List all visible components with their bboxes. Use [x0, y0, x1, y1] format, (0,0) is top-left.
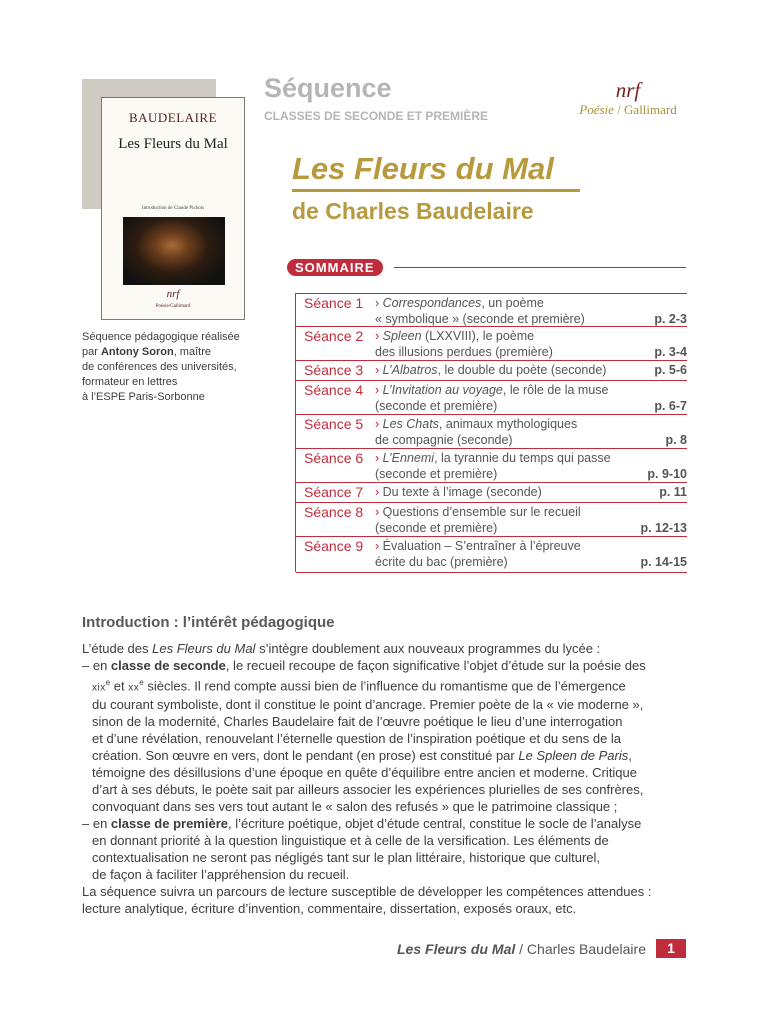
toc-page: p. 11: [659, 485, 687, 499]
cover-intro: Introduction de Claude Pichois: [141, 206, 205, 211]
toc-text: , le rôle de la muse: [502, 383, 609, 397]
intro-paragraph: L’étude des Les Fleurs du Mal s’intègre doublement aux nouveaux programmes du lycée :: [82, 641, 601, 656]
sommaire-badge: SOMMAIRE: [287, 259, 383, 276]
table-of-contents: [295, 293, 687, 572]
toc-row[interactable]: Séance 6 › L’Ennemi, la tyrannie du temps qui passe (seconde et première) p. 9-10: [296, 448, 687, 483]
logo-separator: /: [613, 102, 625, 117]
sequence-heading: Séquence: [264, 73, 392, 103]
cover-publisher: Poésie/Gallimard: [155, 304, 191, 309]
cover-author: BAUDELAIRE: [128, 110, 218, 125]
intro-heading: Introduction : l’intérêt pédagogique: [82, 614, 335, 631]
credit-by: par: [82, 346, 101, 358]
toc-work: L’Ennemi: [382, 451, 435, 465]
author-credit: [82, 330, 282, 405]
toc-text: Questions d’ensemble sur le recueil: [382, 505, 581, 519]
cover-title: Les Fleurs du Mal: [118, 136, 228, 152]
footer-title: Les Fleurs du Mal: [397, 940, 516, 957]
toc-page: p. 14-15: [640, 555, 687, 569]
toc-text: « symbolique »: [375, 312, 460, 326]
credit-line: à l’ESPE Paris-Sorbonne: [82, 391, 205, 403]
logo-gallimard: Gallimard: [624, 102, 677, 117]
toc-row[interactable]: Séance 1 › Correspondances, un poème « symbolique » (seconde et première) p. 2-3: [296, 293, 687, 327]
page-number: 1: [656, 939, 686, 958]
seance-label: Séance 3: [304, 362, 364, 378]
footer-author: Charles Baudelaire: [526, 940, 646, 957]
page-subtitle: de Charles Baudelaire: [292, 198, 534, 224]
toc-text: , un poème: [481, 296, 544, 310]
toc-level: (première): [491, 345, 553, 359]
page-footer: [397, 939, 686, 958]
toc-row[interactable]: Séance 3 › L’Albatros, le double du poète (seconde) p. 5-6: [296, 360, 687, 381]
intro-bullet-seconde: – en classe de seconde, le recueil recoupe de façon significative l’objet d’étude sur la poésie des: [82, 658, 646, 673]
toc-work: L’Albatros: [382, 363, 438, 377]
toc-level: (seconde et première): [459, 312, 585, 326]
toc-page: p. 6-7: [654, 399, 687, 413]
toc-level: (seconde): [453, 433, 513, 447]
intro-conclusion: lecture analytique, écriture d’invention, commentaire, dissertation, exposés oraux, etc.: [82, 901, 577, 917]
publisher-logo: [566, 78, 690, 118]
toc-row[interactable]: Séance 9 › Évaluation – S’entraîner à l’épreuve écrite du bac (première) p. 14-15: [296, 536, 687, 573]
seance-label: Séance 7: [304, 484, 364, 500]
toc-text: , la tyrannie du temps qui passe: [434, 451, 611, 465]
title-underline: [292, 189, 580, 192]
toc-work: L’Invitation au voyage: [382, 383, 503, 397]
toc-row[interactable]: Séance 5 › Les Chats, animaux mythologiques de compagnie (seconde) p. 8: [296, 414, 687, 449]
toc-row[interactable]: Séance 7 › Du texte à l’image (seconde) p. 11: [296, 482, 687, 503]
toc-text: (LXXVIII), le poème: [421, 329, 535, 343]
classes-subheading: CLASSES DE SECONDE ET PREMIÈRE: [264, 109, 489, 123]
credit-line: de conférences des universités,: [82, 361, 237, 373]
intro-conclusion: La séquence suivra un parcours de lecture susceptible de développer les compétences attendues :: [82, 884, 652, 900]
cover-nrf-logo: nrf: [166, 288, 180, 300]
toc-level: (seconde et première): [375, 399, 498, 413]
toc-work: Correspondances: [382, 296, 482, 310]
toc-page: p. 3-4: [654, 345, 687, 359]
toc-page: p. 5-6: [654, 363, 687, 377]
nrf-logo: nrf: [615, 78, 641, 102]
toc-row[interactable]: Séance 2 › Spleen (LXXVIII), le poème des illusions perdues (première) p. 3-4: [296, 326, 687, 361]
toc-page: p. 2-3: [654, 312, 687, 326]
seance-label: Séance 9: [304, 538, 364, 554]
toc-text: écrite du bac: [375, 555, 447, 569]
book-cover: [101, 97, 245, 320]
credit-line: Séquence pédagogique réalisée: [82, 331, 240, 343]
toc-page: p. 9-10: [647, 467, 687, 481]
toc-page: p. 12-13: [640, 521, 687, 535]
seance-label: Séance 8: [304, 504, 364, 520]
toc-text: , animaux mythologiques: [438, 417, 578, 431]
toc-text: des illusions perdues: [375, 345, 492, 359]
footer-separator: /: [515, 940, 527, 957]
toc-work: Spleen: [382, 329, 422, 343]
toc-level: (seconde et première): [375, 467, 498, 481]
toc-level: (seconde): [547, 363, 607, 377]
seance-label: Séance 5: [304, 416, 364, 432]
cover-portrait-image: [123, 217, 225, 285]
publisher-name: [566, 102, 690, 118]
logo-poesie: Poésie: [579, 102, 614, 117]
toc-page: p. 8: [665, 433, 687, 447]
toc-text: Évaluation – S’entraîner à l’épreuve: [382, 539, 581, 553]
seance-label: Séance 4: [304, 382, 364, 398]
intro-bullet-premiere: – en classe de première, l’écriture poétique, objet d’étude central, constitue le socle de l’analyse: [82, 816, 642, 832]
sommaire-rule: [394, 267, 686, 268]
seance-label: Séance 2: [304, 328, 364, 344]
credit-line: formateur en lettres: [82, 376, 178, 388]
credit-name: Antony Soron: [100, 346, 174, 358]
toc-row[interactable]: Séance 4 › L’Invitation au voyage, le rôle de la muse (seconde et première) p. 6-7: [296, 380, 687, 415]
page-title: Les Fleurs du Mal: [292, 151, 554, 186]
credit-role: , maître: [173, 346, 211, 358]
toc-level: (première): [446, 555, 508, 569]
toc-level: (seconde): [482, 485, 542, 499]
toc-level: (seconde et première): [375, 521, 498, 535]
toc-row[interactable]: Séance 8 › Questions d’ensemble sur le recueil (seconde et première) p. 12-13: [296, 502, 687, 537]
toc-text: de compagnie: [375, 433, 454, 447]
toc-text: , le double du poète: [437, 363, 548, 377]
toc-work: Les Chats: [382, 417, 439, 431]
toc-text: Du texte à l’image: [382, 485, 483, 499]
seance-label: Séance 6: [304, 450, 364, 466]
seance-label: Séance 1: [304, 295, 364, 311]
intro-body: L’étude des Les Fleurs du Mal s’intègre doublement aux nouveaux programmes du lycée : – en classe de seconde, le recueil recoupe de façon significative l’objet d’étude sur la poésie des xix$^e$ et $xx^e$ siècles. Il rend compte aussi bien de l’influence du romantisme que de l’émergence du courant symboliste, dont il constitue le point d’ancrage. Premier poète de la « vie moderne », sinon de la modernité, Charles Baudelaire fait de l’œuvre poétique le lieu d’une interrogation et d’une révélation, renouvelant l’éternelle question de l’inspiration poétique et du sens de la création. Son œuvre en vers, dont le pendant (en prose) est constitué par Le Spleen de Paris, témoigne des désillusions d’une époque en quête d’équilibre entre ancien et moderne. Critique d’art à ses débuts, le poète sait par ailleurs associer les expériences plurielles de ses confrères, convoquant dans ses vers tout autant le « salon des refusés » que le patrimoine classique ; – en classe de première, l’écriture poétique, objet d’étude central, constitue le socle de l’analyse en donnant priorité à la question linguistique et à celle de la versification. Les éléments de contextualisation ne seront pas négligés tant sur le plan littéraire, historique que culturel, de façon à faciliter l’appréhension du recueil. La séquence suivra un parcours de lecture susceptible de développer les compétences attendues : lecture analytique, écriture d’invention, commentaire, dissertation, exposés oraux, etc.: [82, 640, 688, 917]
